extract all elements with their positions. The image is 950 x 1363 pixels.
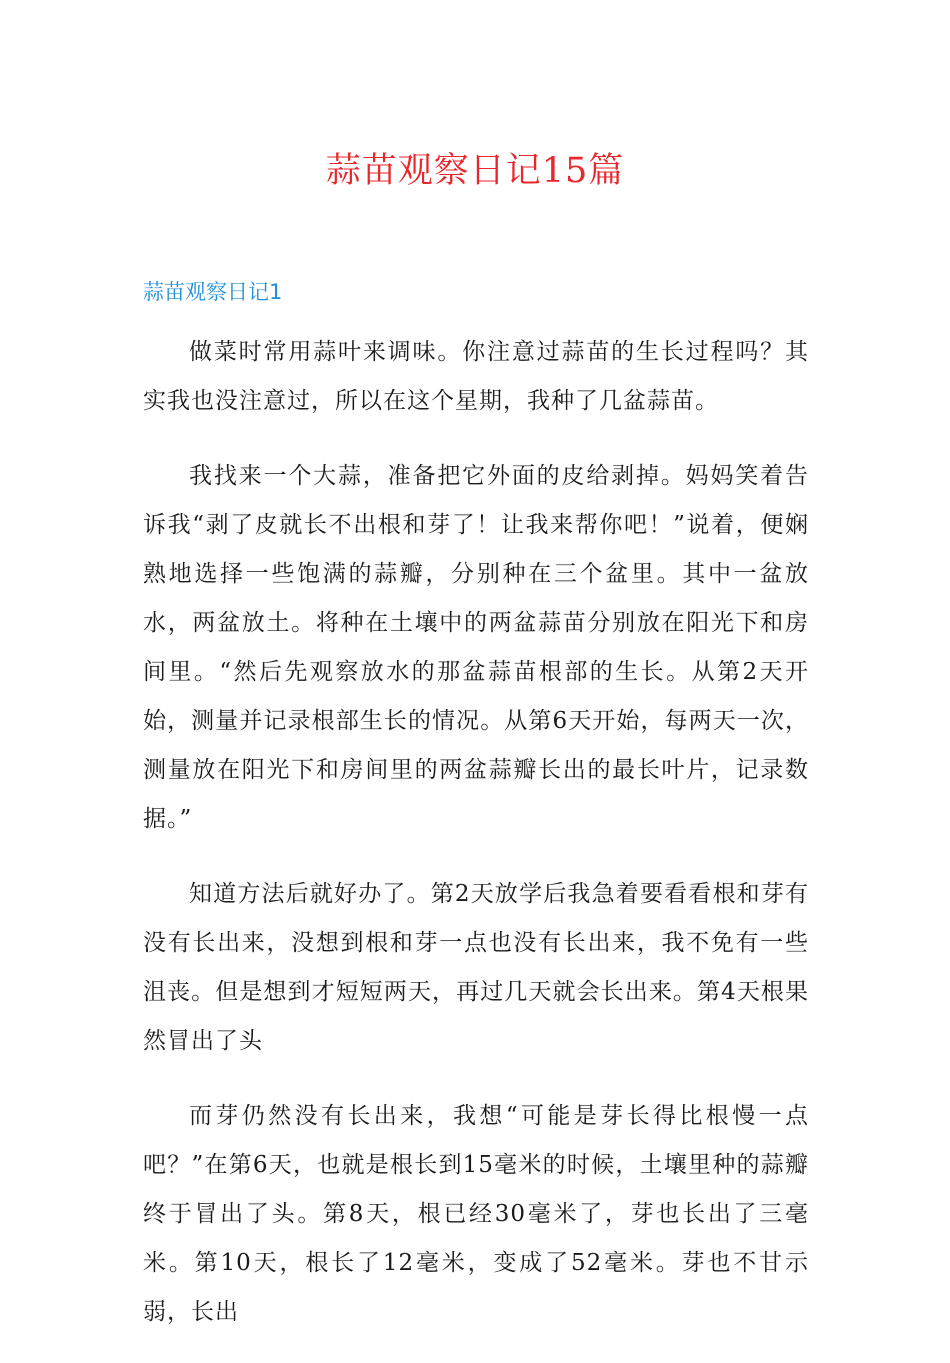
document-title: 蒜苗观察日记15篇 (325, 151, 625, 191)
paragraph-3: 知道方法后就好办了。第2天放学后我急着要看看根和芽有没有长出来，没想到根和芽一点也没有长出来，我不免有一些沮丧。但是想到才短短两天，再过几天就会长出来。第4天根果然冒出了头 (143, 881, 809, 1054)
section-heading: 蒜苗观察日记1 (143, 280, 283, 304)
paragraph-4: 而芽仍然没有长出来，我想“可能是芽长得比根慢一点吧？”在第6天，也就是根长到15毫米的时候，土壤里种的蒜瓣终于冒出了头。第8天，根已经30毫米了，芽也长出了三毫米。第10天，根长了12毫米，变成了52毫米。芽也不甘示弱，长出 (143, 1103, 809, 1325)
paragraph-1: 做菜时常用蒜叶来调味。你注意过蒜苗的生长过程吗？其实我也没注意过，所以在这个星期，我种了几盆蒜苗。 (143, 339, 809, 414)
document-body (143, 328, 809, 1363)
paragraph-2: 我找来一个大蒜，准备把它外面的皮给剥掉。妈妈笑着告诉我“剥了皮就长不出根和芽了！让我来帮你吧！”说着，便娴熟地选择一些饱满的蒜瓣，分别种在三个盆里。其中一盆放水，两盆放土。将种在土壤中的两盆蒜苗分别放在阳光下和房间里。“然后先观察放水的那盆蒜苗根部的生长。从第2天开始，测量并记录根部生长的情况。从第6天开始，每两天一次，测量放在阳光下和房间里的两盆蒜瓣长出的最长叶片，记录数据。” (143, 463, 809, 832)
